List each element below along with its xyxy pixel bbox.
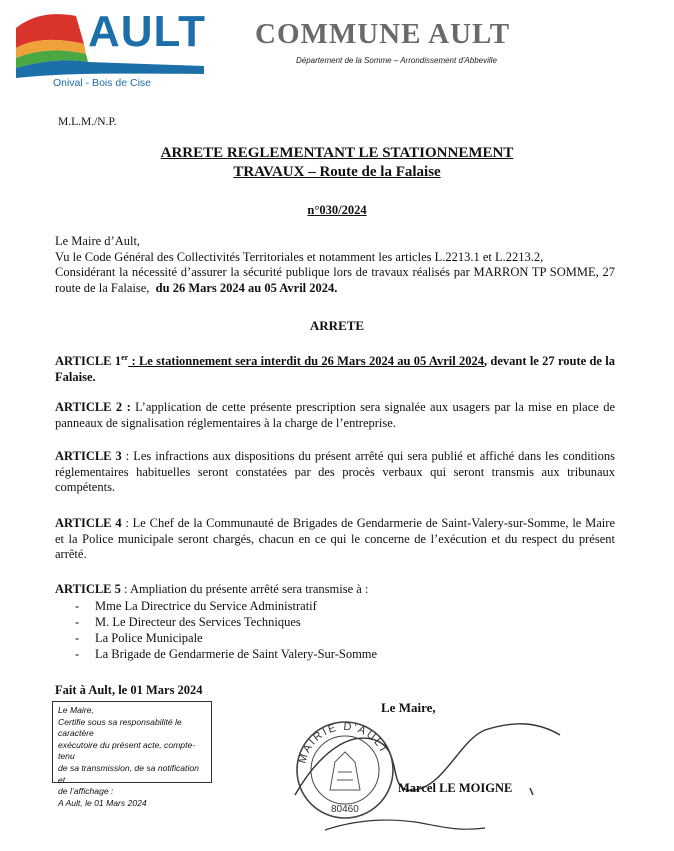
list-item: - La Brigade de Gendarmerie de Saint Valery-Sur-Somme <box>75 646 575 662</box>
svg-text:80460: 80460 <box>331 804 359 815</box>
article-3-text: : Les infractions aux dispositions du présent arrêté qui sera publié et affiché dans les conditions réglementaires habituelles seront constatées par des procès verbaux qui seront transmis aux tribunaux compétents. <box>55 449 615 494</box>
document-title-line2: TRAVAUX – Route de la Falaise <box>233 164 441 180</box>
cert-line: de l’affichage : <box>58 786 114 797</box>
article-5-label: ARTICLE 5 <box>55 582 121 596</box>
article-2-text: L’application de cette présente prescription sera signalée aux usagers par la mise en place de panneaux de signalisation réglementaires à la charge de l’entreprise. <box>55 400 616 430</box>
fait-a-ault: Fait à Ault, le 01 Mars 2024 <box>55 683 203 697</box>
arrete-heading: ARRETE <box>309 318 365 333</box>
document-title-line1: ARRETE REGLEMENTANT LE STATIONNEMENT <box>160 145 514 161</box>
article-4-label: ARTICLE 4 <box>55 516 122 530</box>
article-2 <box>55 400 615 431</box>
article-3 <box>55 449 615 496</box>
signature-title: Le Maire, <box>381 700 436 715</box>
article-4-text: : Le Chef de la Communauté de Brigades de Gendarmerie de Saint-Valery-sur-Somme, le Maire et la Police municipale seront chargés, chacun en ce qui le concerne de l’exécution et du respect du présent arrêté. <box>55 516 615 561</box>
commune-title: COMMUNE AULT <box>255 18 511 50</box>
article-1-rest: , devant le 27 route de la Falaise. <box>55 354 615 384</box>
arrete-number: n°030/2024 <box>307 203 367 217</box>
department-line: Département de la Somme – Arrondissement d'Abbeville <box>296 56 497 65</box>
article-1-sup: er <box>121 353 129 362</box>
article-1-label: ARTICLE 1 <box>55 354 122 369</box>
cert-line: exécutoire du présent acte, compte-tenu <box>58 739 196 762</box>
mairie-stamp <box>290 712 400 822</box>
cert-line: Le Maire, <box>58 705 94 715</box>
preamble <box>55 234 615 296</box>
article-1 <box>55 350 615 385</box>
cert-line: A Ault, le 01 Mars 2024 <box>58 797 147 808</box>
list-item: - M. Le Directeur des Services Techniques <box>75 614 575 630</box>
preamble-considering <box>55 265 615 296</box>
logo-name: AULT <box>88 7 207 56</box>
cert-line: de sa transmission, de sa notification et <box>58 762 199 785</box>
signer-name: Marcel LE MOIGNE <box>398 781 513 795</box>
logo-subtitle: Onival - Bois de Cise <box>52 77 152 89</box>
certification-box <box>52 701 212 808</box>
preamble-considering-text: Considérant la nécessité d’assurer la sécurité publique lors de travaux réalisés par MARRON TP SOMME, 27 route de la Falaise, <box>55 265 615 295</box>
cert-line: Certifie sous sa responsabilité le caractère <box>58 716 182 739</box>
svg-text:MAIRIE D'AULT: MAIRIE D'AULT <box>296 720 391 765</box>
preamble-code: Vu le Code Général des Collectivités Territoriales et notamment les articles L.2213.1 et L.2213.2, <box>55 249 544 264</box>
article-2-label: ARTICLE 2 : <box>55 400 131 414</box>
list-item: - La Police Municipale <box>75 630 575 646</box>
preamble-mayor: Le Maire d’Ault, <box>55 234 141 248</box>
list-item: - Mme La Directrice du Service Administratif <box>75 598 575 614</box>
reference-code: M.L.M./N.P. <box>58 116 117 128</box>
article-5-text: : Ampliation du présente arrêté sera transmise à : <box>120 582 369 596</box>
article-3-label: ARTICLE 3 <box>55 449 122 463</box>
preamble-dates: du 26 Mars 2024 au 05 Avril 2024. <box>155 280 338 295</box>
article-1-underlined: : Le stationnement sera interdit du 26 Mars 2024 au 05 Avril 2024 <box>128 354 484 369</box>
article-4 <box>55 516 615 563</box>
article-5 <box>55 582 615 598</box>
recipients-list <box>75 598 575 662</box>
ault-logo <box>14 7 207 90</box>
